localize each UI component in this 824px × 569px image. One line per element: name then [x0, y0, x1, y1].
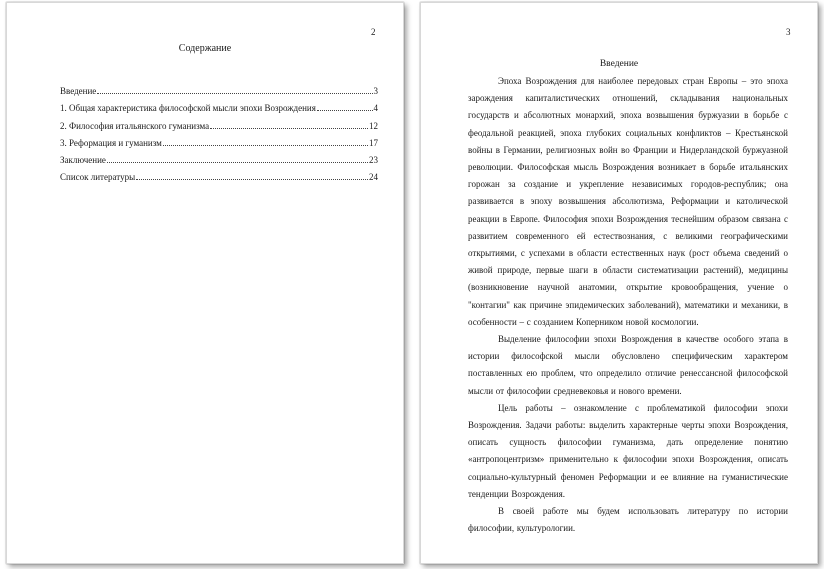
- toc-entry-label: Заключение: [60, 155, 106, 166]
- toc-entry-page: 24: [369, 172, 378, 183]
- paragraph: Эпоха Возрождения для наиболее передовых стран Европы – это эпоха зарождения капиталистических отношений, складывания национальных государств и абсолютных монархий, эпоха возвышения буржуазии в борьбе с феодальной реакцией, эпоха глубоких социальных конфликтов – Крестьянской войны в Германии, религиозных войн во Франции и Нидерландской буржуазной революции. Философская мысль Возрождения возникает в борьбе итальянских горожан за создание и укрепление независимых городов-республик; она развивается в эпоху возвышения абсолютизма, Реформации и католической реакции в Европе. Философия эпохи Возрождения теснейшим образом связана с развитием современного ей естествознания, с великими географическими открытиями, с успехами в области естественных наук (рост объема сведений о живой природе, первые шаги в области систематизации растений), медицины (возникновение научной анатомии, открытие кровообращения, учение о "контагии" как причине эпидемических заболеваний), математики и механики, в особенности – с созданием Коперником новой космологии.: [468, 76, 788, 327]
- paragraph: Выделение философии эпохи Возрождения в качестве особого этапа в истории философской мысли обусловлено специфическим характером поставленных ею проблем, что определило отличие ренессансной философской мысли от философии средневековья и нового времени.: [468, 334, 788, 396]
- toc-entry: [60, 121, 378, 138]
- toc-entry-label: Список литературы: [60, 172, 136, 183]
- section-title: Введение: [599, 59, 639, 69]
- toc-leader-dots: [317, 110, 373, 111]
- toc-leader-dots: [136, 179, 368, 180]
- toc-leader-dots: [210, 128, 368, 129]
- paragraph: В своей работе мы будем использовать литературу по истории философии, культурологии.: [468, 506, 788, 534]
- toc-leader-dots: [107, 162, 368, 163]
- toc-entry: [60, 86, 378, 103]
- body-text: [468, 73, 788, 537]
- toc-entry-page: 23: [369, 155, 378, 166]
- table-of-contents: [60, 86, 378, 190]
- toc-entry-page: 3: [373, 86, 378, 96]
- toc-entry: [60, 155, 378, 172]
- paragraph: Цель работы – ознакомление с проблематикой философии эпохи Возрождения. Задачи работы: выделить характерные черты эпохи Возрождения, описать сущность философии гуманизма, дать определение понятию «антропоцентризм» применительно к философии эпохи Возрождения, описать социально-культурный феномен Реформации и ее влияние на гуманистические тенденции Возрождения.: [468, 402, 788, 499]
- document-page-right: [420, 2, 818, 564]
- toc-entry-label: 1. Общая характеристика философской мысли эпохи Возрождения: [60, 103, 316, 114]
- toc-entry-page: 17: [369, 137, 378, 148]
- toc-entry: [60, 172, 378, 189]
- toc-title: Содержание: [178, 43, 232, 54]
- toc-entry-page: 12: [369, 120, 378, 131]
- toc-entry-label: 3. Реформация и гуманизм: [60, 137, 162, 148]
- toc-entry-label: 2. Философия итальянского гуманизма: [60, 120, 210, 131]
- page-number: 2: [371, 27, 376, 37]
- page-number: 3: [786, 27, 791, 37]
- toc-leader-dots: [97, 93, 372, 94]
- toc-entry-label: Введение: [60, 86, 97, 96]
- toc-entry: [60, 138, 378, 155]
- toc-entry: [60, 103, 378, 120]
- document-page-left: [6, 2, 404, 564]
- toc-entry-page: 4: [373, 103, 378, 114]
- toc-leader-dots: [163, 145, 368, 146]
